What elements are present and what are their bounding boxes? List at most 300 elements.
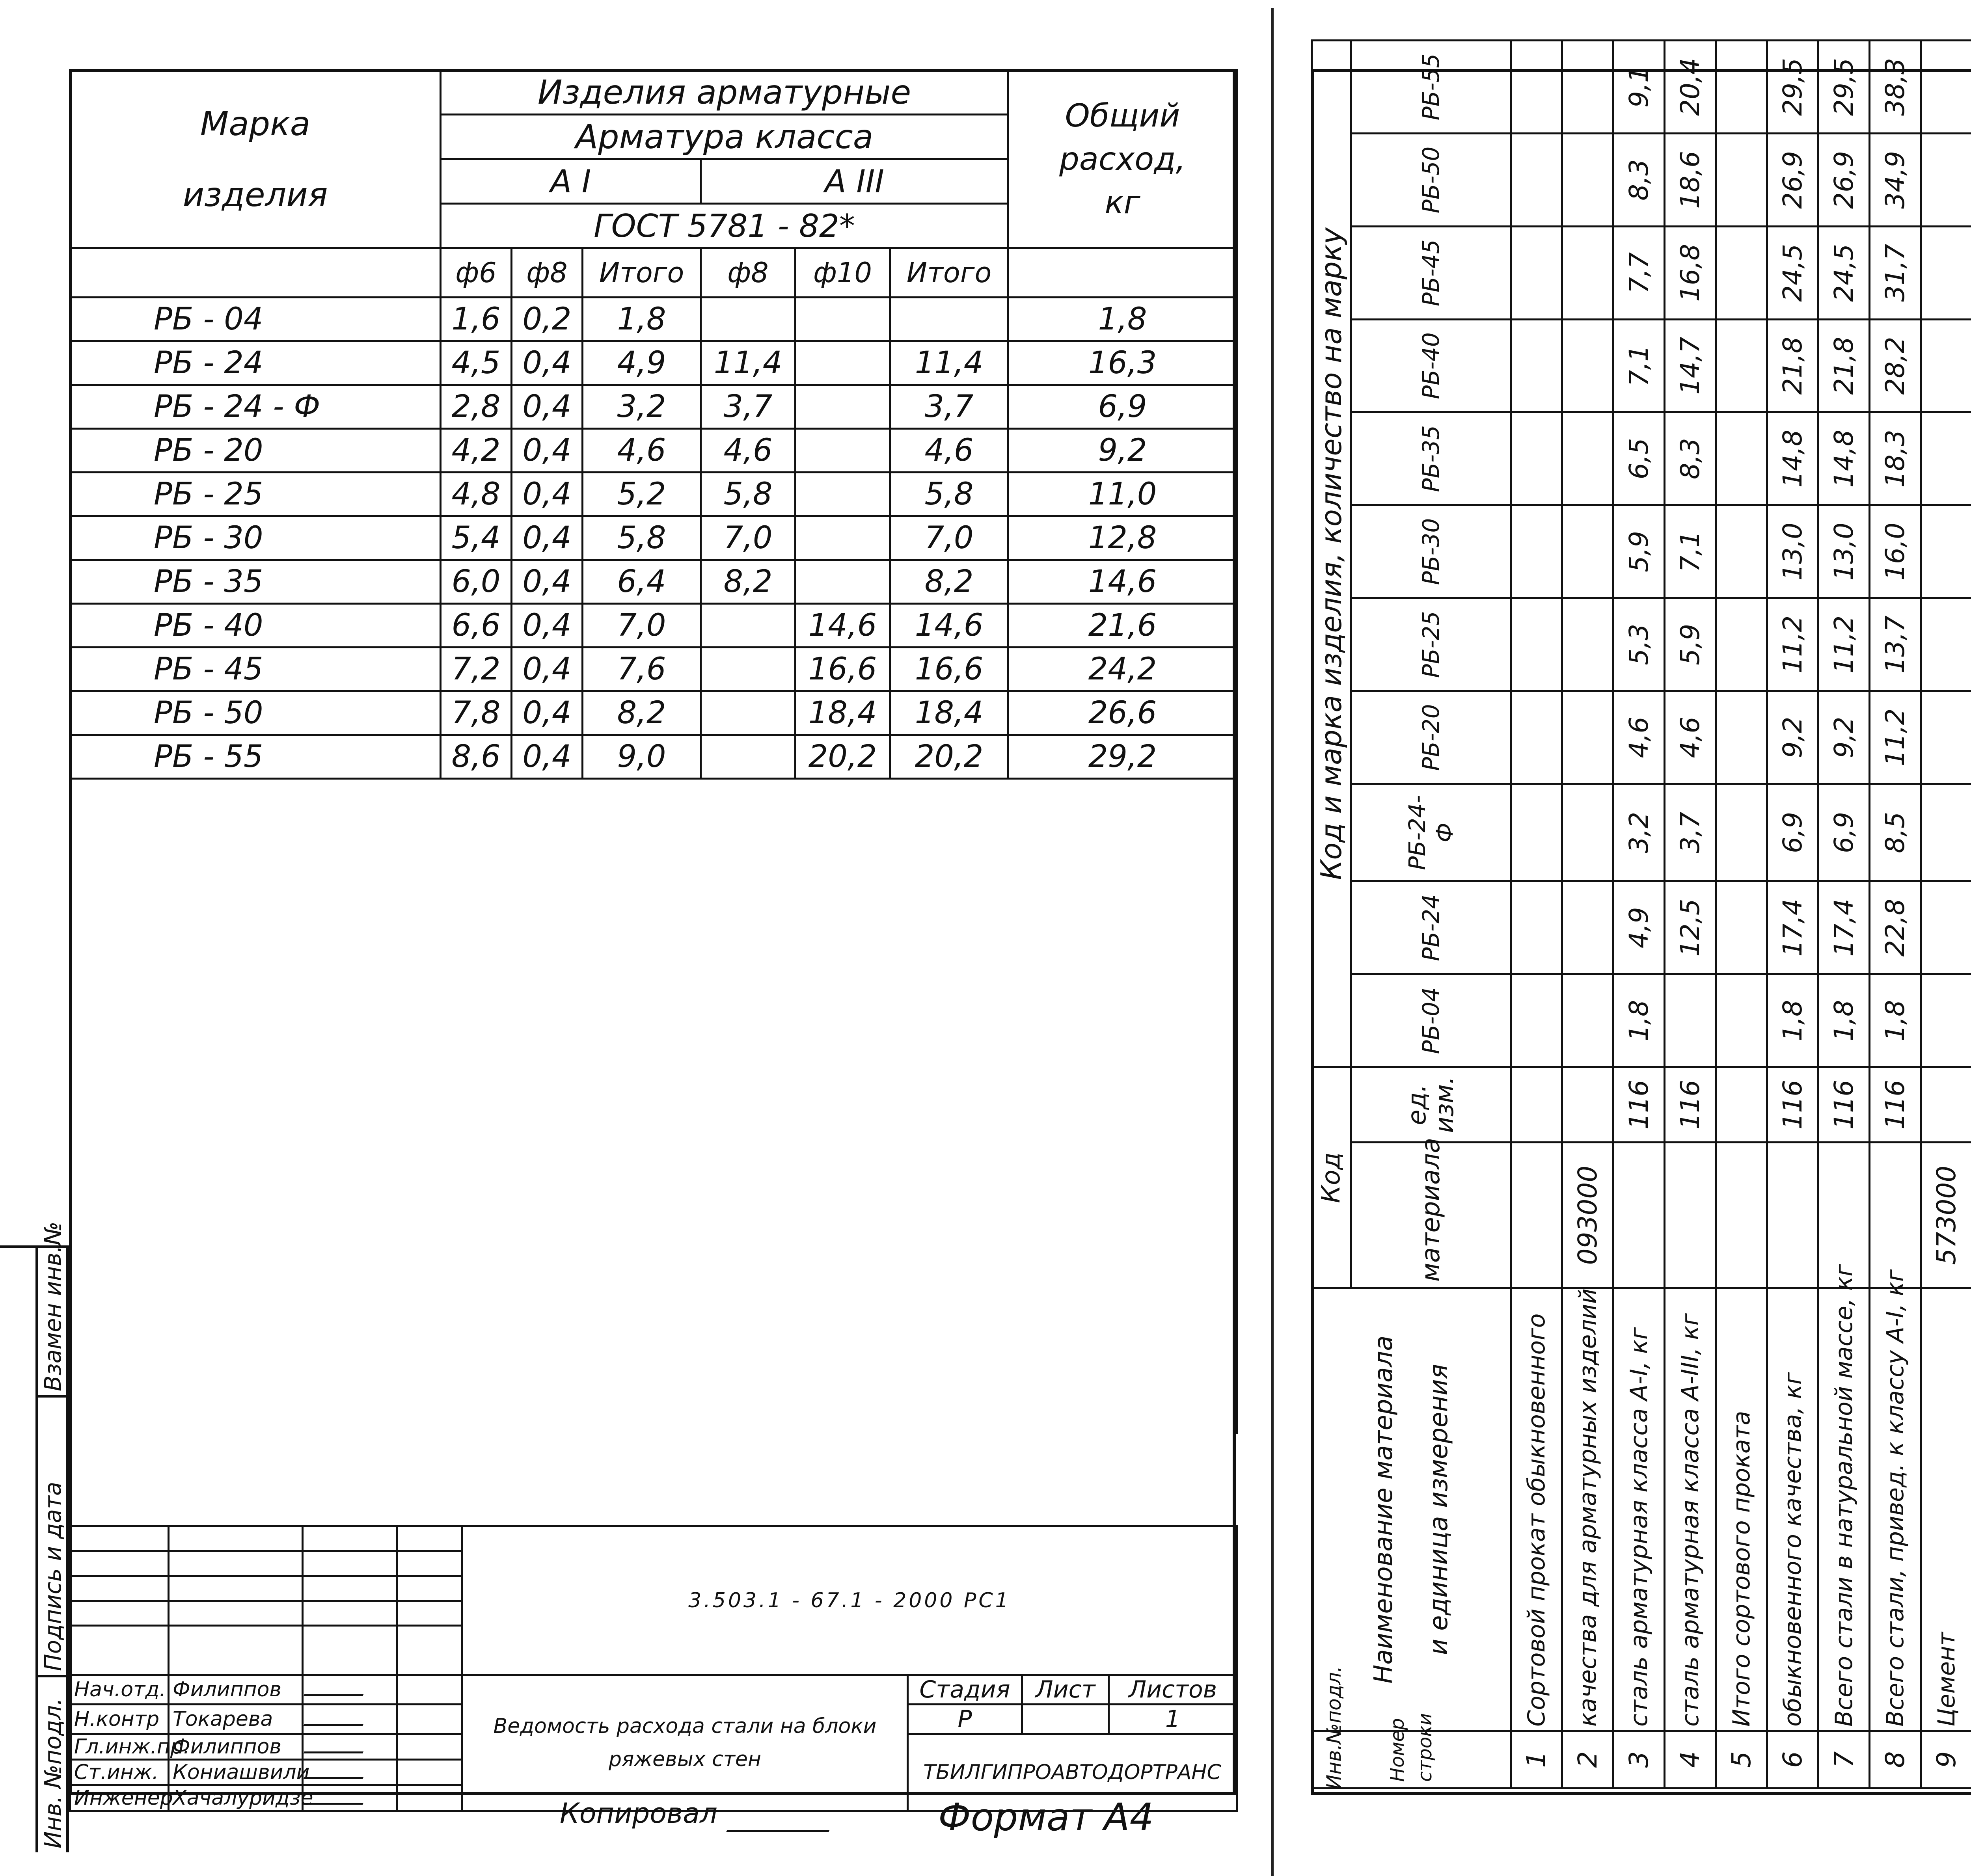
qty-cell <box>1716 691 1767 784</box>
qty-cell: 1,8 <box>1767 974 1818 1067</box>
qty-cell: 7,1 <box>1665 505 1716 598</box>
cell-s1: 5,2 <box>583 473 701 516</box>
cell-total: 6,9 <box>1008 385 1237 429</box>
cell-s1: 7,6 <box>583 648 701 691</box>
cell-total: 29,2 <box>1008 735 1237 779</box>
qty-cell: 4,6 <box>1665 691 1716 784</box>
cell-e8 <box>701 298 795 341</box>
cell-d8: 0,2 <box>512 298 583 341</box>
cell-s1: 3,2 <box>583 385 701 429</box>
qty-cell <box>1921 784 1971 881</box>
qty-cell <box>1562 505 1613 598</box>
cell-d6: 4,5 <box>441 341 512 385</box>
side-sign-date: Подпись и дата <box>39 1481 66 1671</box>
qty-cell <box>1921 881 1971 974</box>
header-mark-0: РБ-04 <box>1351 974 1511 1067</box>
header-mark-8: РБ-45 <box>1351 226 1511 319</box>
cell-e8: 11,4 <box>701 341 795 385</box>
cell-e10: 18,4 <box>795 691 890 735</box>
cell-d8: 0,4 <box>512 648 583 691</box>
qty-cell <box>1562 598 1613 691</box>
person-name: Токарева <box>169 1705 303 1734</box>
cell-e10 <box>795 516 890 560</box>
header-class: Арматура класса <box>441 115 1008 159</box>
qty-cell <box>1921 226 1971 319</box>
materials-sheet-rotated <box>1311 39 1971 1789</box>
material-code: 093000 <box>1562 1142 1613 1288</box>
person-role: Ст.инж. <box>70 1760 169 1785</box>
stamp-sheet_h: Лист <box>1022 1675 1109 1705</box>
cell-e10 <box>795 429 890 473</box>
qty-cell: 18,6 <box>1665 134 1716 227</box>
cell-mark: РБ - 20 <box>70 429 441 473</box>
cell-d8: 0,4 <box>512 516 583 560</box>
qty-cell: 14,8 <box>1767 412 1818 505</box>
cell-d6: 6,0 <box>441 560 512 604</box>
qty-cell: 21,8 <box>1818 319 1870 412</box>
row-number: 1 <box>1511 1731 1562 1789</box>
qty-cell: 4,6 <box>1613 691 1665 784</box>
material-name: Сортовой прокат обыкновенного <box>1511 1288 1562 1731</box>
cell-s1: 6,4 <box>583 560 701 604</box>
table-row <box>1613 41 1665 1789</box>
qty-cell: 3,2 <box>1613 784 1665 881</box>
cell-e10: 14,6 <box>795 604 890 648</box>
qty-cell <box>1511 319 1562 412</box>
person-role: Инженер <box>70 1785 169 1811</box>
cell-mark: РБ - 04 <box>70 298 441 341</box>
qty-cell: 13,7 <box>1870 598 1921 691</box>
cell-d8: 0,4 <box>512 691 583 735</box>
qty-cell <box>1562 974 1613 1067</box>
qty-cell: 17,4 <box>1818 881 1870 974</box>
qty-cell: 7,1 <box>1613 319 1665 412</box>
qty-cell <box>1921 505 1971 598</box>
cell-e8: 3,7 <box>701 385 795 429</box>
header-row-number: Номер строки <box>1312 1731 1511 1789</box>
person-date <box>397 1785 462 1811</box>
cell-s2: 16,6 <box>890 648 1008 691</box>
person-role: Гл.инж.пр. <box>70 1734 169 1760</box>
materials-table <box>1311 39 1971 1789</box>
stamp-stage: Р <box>908 1705 1022 1734</box>
cell-e8 <box>701 648 795 691</box>
qty-cell: 6,5 <box>1613 412 1665 505</box>
qty-cell: 14,7 <box>1665 319 1716 412</box>
qty-cell <box>1716 505 1767 598</box>
cell-mark: РБ - 45 <box>70 648 441 691</box>
qty-cell: 1,8 <box>1613 974 1665 1067</box>
cell-s1: 8,2 <box>583 691 701 735</box>
material-name: Всего стали, привед. к классу A-I, кг <box>1870 1288 1921 1731</box>
cell-d8: 0,4 <box>512 473 583 516</box>
side-replace-inv: Взамен инв.№ <box>39 1221 66 1391</box>
qty-cell: 14,8 <box>1818 412 1870 505</box>
table-row <box>70 516 1237 560</box>
person-signature <box>303 1705 397 1734</box>
cell-mark: РБ - 40 <box>70 604 441 648</box>
material-code <box>1613 1142 1665 1288</box>
cell-s1: 4,9 <box>583 341 701 385</box>
left-format: Формат А4 <box>938 1795 1154 1839</box>
person-role: Нач.отд. <box>70 1675 169 1705</box>
unit-code <box>1921 1067 1971 1142</box>
table-row <box>70 473 1237 516</box>
cell-total: 26,6 <box>1008 691 1237 735</box>
qty-cell: 12,5 <box>1665 881 1716 974</box>
table-row <box>70 560 1237 604</box>
cell-d6: 2,8 <box>441 385 512 429</box>
qty-cell <box>1511 691 1562 784</box>
person-name: Филиппов <box>169 1675 303 1705</box>
qty-cell: 13,0 <box>1767 505 1818 598</box>
qty-cell <box>1716 319 1767 412</box>
table-row <box>1716 41 1767 1789</box>
header-empty <box>70 248 441 298</box>
cell-d6: 8,6 <box>441 735 512 779</box>
cell-total: 11,0 <box>1008 473 1237 516</box>
qty-cell: 34,9 <box>1870 134 1921 227</box>
qty-cell: 8,3 <box>1665 412 1716 505</box>
table-row <box>70 735 1237 779</box>
header-mark-5: РБ-30 <box>1351 505 1511 598</box>
cell-s1: 1,8 <box>583 298 701 341</box>
header-a1: A I <box>441 159 701 204</box>
cell-s1: 5,8 <box>583 516 701 560</box>
cell-d6: 1,6 <box>441 298 512 341</box>
left-side-strip <box>0 1221 69 1852</box>
qty-cell <box>1562 226 1613 319</box>
header-mark-4: РБ-25 <box>1351 598 1511 691</box>
cell-e8: 8,2 <box>701 560 795 604</box>
header-mark-1: РБ-24 <box>1351 881 1511 974</box>
cell-e8 <box>701 735 795 779</box>
header-mark-9: РБ-50 <box>1351 134 1511 227</box>
table-row <box>70 604 1237 648</box>
table-row <box>1818 41 1870 1789</box>
cell-mark: РБ - 24 <box>70 341 441 385</box>
unit-code: 116 <box>1818 1067 1870 1142</box>
stamp-sheet <box>1022 1705 1109 1734</box>
qty-cell <box>1562 319 1613 412</box>
material-name: Итого сортового проката <box>1716 1288 1767 1731</box>
table-row <box>70 648 1237 691</box>
table-row <box>1767 41 1818 1789</box>
right-side-inv: Инв.№подл. <box>1323 1666 1345 1789</box>
table-row <box>70 341 1237 385</box>
material-name: обыкновенного качества, кг <box>1767 1288 1818 1731</box>
cell-d8: 0,4 <box>512 604 583 648</box>
qty-cell <box>1921 598 1971 691</box>
qty-cell: 9,2 <box>1767 691 1818 784</box>
material-name: Всего стали в натуральной массе, кг <box>1818 1288 1870 1731</box>
qty-cell <box>1921 691 1971 784</box>
table-row <box>1665 41 1716 1789</box>
cell-s2 <box>890 298 1008 341</box>
qty-cell <box>1921 41 1971 134</box>
qty-cell <box>1511 226 1562 319</box>
qty-cell: 31,7 <box>1870 226 1921 319</box>
cell-e10: 16,6 <box>795 648 890 691</box>
cell-d6: 4,2 <box>441 429 512 473</box>
person-signature <box>303 1785 397 1811</box>
col-e10: ф10 <box>795 248 890 298</box>
material-name: сталь арматурная класса A-I, кг <box>1613 1288 1665 1731</box>
qty-cell <box>1511 784 1562 881</box>
cell-e10 <box>795 341 890 385</box>
qty-cell: 26,9 <box>1767 134 1818 227</box>
table-row <box>1562 41 1613 1789</box>
qty-cell: 9,2 <box>1818 691 1870 784</box>
qty-cell <box>1562 412 1613 505</box>
copied-by-label: Копировал <box>560 1797 717 1829</box>
qty-cell: 38,3 <box>1870 41 1921 134</box>
cell-d6: 5,4 <box>441 516 512 560</box>
header-mark-7: РБ-40 <box>1351 319 1511 412</box>
cell-e10 <box>795 298 890 341</box>
cell-total: 24,2 <box>1008 648 1237 691</box>
cell-e8: 5,8 <box>701 473 795 516</box>
cell-s2: 3,7 <box>890 385 1008 429</box>
cell-d6: 4,8 <box>441 473 512 516</box>
person-signature <box>303 1675 397 1705</box>
qty-cell <box>1562 784 1613 881</box>
qty-cell: 28,2 <box>1870 319 1921 412</box>
qty-cell <box>1716 41 1767 134</box>
header-a3: A III <box>701 159 1008 204</box>
header-total: Общий расход, кг <box>1008 70 1237 248</box>
header-material-name: Наименование материала и единица измерения <box>1312 1288 1511 1731</box>
qty-cell: 1,8 <box>1818 974 1870 1067</box>
qty-cell: 3,7 <box>1665 784 1716 881</box>
qty-cell: 5,9 <box>1613 505 1665 598</box>
qty-cell: 26,9 <box>1818 134 1870 227</box>
copied-by-signature <box>729 1797 832 1841</box>
qty-cell: 18,3 <box>1870 412 1921 505</box>
material-name: сталь арматурная класса A-III, кг <box>1665 1288 1716 1731</box>
qty-cell: 8,3 <box>1613 134 1665 227</box>
cell-s1: 9,0 <box>583 735 701 779</box>
cell-d8: 0,4 <box>512 560 583 604</box>
material-code <box>1511 1142 1562 1288</box>
header-mark: Марка изделия <box>70 70 441 248</box>
col-e8: ф8 <box>701 248 795 298</box>
unit-code <box>1562 1067 1613 1142</box>
stamp-person-row <box>70 1675 1237 1705</box>
qty-cell: 8,5 <box>1870 784 1921 881</box>
qty-cell <box>1562 41 1613 134</box>
material-name: Цемент <box>1921 1288 1971 1731</box>
qty-cell: 22,8 <box>1870 881 1921 974</box>
qty-cell <box>1716 974 1767 1067</box>
cell-e8 <box>701 691 795 735</box>
table-row <box>70 298 1237 341</box>
qty-cell: 24,5 <box>1818 226 1870 319</box>
cell-mark: РБ - 55 <box>70 735 441 779</box>
qty-cell <box>1511 598 1562 691</box>
qty-cell: 5,3 <box>1613 598 1665 691</box>
stamp-stage_h: Стадия <box>908 1675 1022 1705</box>
left-doc-title: Ведомость расхода стали на блоки ряжевых стен <box>462 1675 908 1811</box>
qty-cell: 6,9 <box>1818 784 1870 881</box>
table-row <box>1870 41 1921 1789</box>
unit-code <box>1511 1067 1562 1142</box>
cell-d8: 0,4 <box>512 735 583 779</box>
cell-e10 <box>795 385 890 429</box>
header-marks-group: Код и марка изделия, количество на марку <box>1312 41 1351 1067</box>
material-name: качества для арматурных изделий <box>1562 1288 1613 1731</box>
qty-cell <box>1921 974 1971 1067</box>
cell-total: 12,8 <box>1008 516 1237 560</box>
material-code <box>1767 1142 1818 1288</box>
cell-s2: 14,6 <box>890 604 1008 648</box>
qty-cell: 9,1 <box>1613 41 1665 134</box>
cell-s2: 18,4 <box>890 691 1008 735</box>
col-sum1: Итого <box>583 248 701 298</box>
qty-cell: 24,5 <box>1767 226 1818 319</box>
person-name: Филиппов <box>169 1734 303 1760</box>
left-title-block <box>69 1525 1238 1812</box>
qty-cell <box>1562 881 1613 974</box>
header-code: Код <box>1312 1067 1351 1288</box>
cell-s2: 4,6 <box>890 429 1008 473</box>
qty-cell: 21,8 <box>1767 319 1818 412</box>
qty-cell: 1,8 <box>1870 974 1921 1067</box>
cell-d6: 7,2 <box>441 648 512 691</box>
cell-s2: 11,4 <box>890 341 1008 385</box>
qty-cell <box>1921 319 1971 412</box>
cell-total: 21,6 <box>1008 604 1237 648</box>
qty-cell <box>1716 598 1767 691</box>
qty-cell <box>1511 412 1562 505</box>
cell-d6: 7,8 <box>441 691 512 735</box>
qty-cell <box>1716 881 1767 974</box>
person-name: Хачалуридзе <box>169 1785 303 1811</box>
steel-consumption-table <box>69 69 1238 1434</box>
cell-s2: 8,2 <box>890 560 1008 604</box>
row-number: 9 <box>1921 1731 1971 1789</box>
material-code <box>1665 1142 1716 1288</box>
side-inv-no: Инв. №подл. <box>39 1698 66 1848</box>
header-empty <box>1008 248 1237 298</box>
cell-total: 9,2 <box>1008 429 1237 473</box>
row-number: 5 <box>1716 1731 1767 1789</box>
unit-code <box>1716 1067 1767 1142</box>
cell-s1: 7,0 <box>583 604 701 648</box>
unit-code: 116 <box>1870 1067 1921 1142</box>
cell-d8: 0,4 <box>512 429 583 473</box>
row-number: 3 <box>1613 1731 1665 1789</box>
qty-cell: 29,5 <box>1818 41 1870 134</box>
qty-cell: 11,2 <box>1818 598 1870 691</box>
cell-total: 16,3 <box>1008 341 1237 385</box>
row-number: 4 <box>1665 1731 1716 1789</box>
table-row <box>70 429 1237 473</box>
col-d8: ф8 <box>512 248 583 298</box>
table-empty-area <box>70 779 1237 1434</box>
cell-mark: РБ - 25 <box>70 473 441 516</box>
table-row <box>70 385 1237 429</box>
qty-cell <box>1562 691 1613 784</box>
qty-cell <box>1665 974 1716 1067</box>
cell-mark: РБ - 35 <box>70 560 441 604</box>
cell-e8: 7,0 <box>701 516 795 560</box>
qty-cell <box>1511 505 1562 598</box>
qty-cell: 17,4 <box>1767 881 1818 974</box>
qty-cell: 11,2 <box>1870 691 1921 784</box>
qty-cell <box>1716 134 1767 227</box>
header-mark-10: РБ-55 <box>1351 41 1511 134</box>
header-code-material: материала <box>1351 1142 1511 1288</box>
cell-total: 1,8 <box>1008 298 1237 341</box>
cell-d6: 6,6 <box>441 604 512 648</box>
table-row <box>1921 41 1971 1789</box>
person-signature <box>303 1734 397 1760</box>
unit-code: 116 <box>1613 1067 1665 1142</box>
header-gost: ГОСТ 5781 - 82* <box>441 204 1008 248</box>
table-row <box>1511 41 1562 1789</box>
left-doc-code: 3.503.1 - 67.1 - 2000 РС1 <box>462 1526 1237 1675</box>
person-date <box>397 1675 462 1705</box>
material-code <box>1870 1142 1921 1288</box>
row-number: 7 <box>1818 1731 1870 1789</box>
qty-cell <box>1511 974 1562 1067</box>
stamp-sheets: 1 <box>1109 1705 1237 1734</box>
header-code-unit: ед. изм. <box>1351 1067 1511 1142</box>
cell-s2: 7,0 <box>890 516 1008 560</box>
cell-s1: 4,6 <box>583 429 701 473</box>
material-code <box>1716 1142 1767 1288</box>
cell-d8: 0,4 <box>512 385 583 429</box>
qty-cell: 29,5 <box>1767 41 1818 134</box>
stamp-sheets_h: Листов <box>1109 1675 1237 1705</box>
header-group: Изделия арматурные <box>441 70 1008 115</box>
header-mark-6: РБ-35 <box>1351 412 1511 505</box>
cell-mark: РБ - 30 <box>70 516 441 560</box>
row-number: 8 <box>1870 1731 1921 1789</box>
person-date <box>397 1705 462 1734</box>
qty-cell <box>1716 226 1767 319</box>
person-name: Кониашвили <box>169 1760 303 1785</box>
unit-code: 116 <box>1665 1067 1716 1142</box>
qty-cell: 6,9 <box>1767 784 1818 881</box>
qty-cell: 4,9 <box>1613 881 1665 974</box>
cell-s2: 5,8 <box>890 473 1008 516</box>
qty-cell: 11,2 <box>1767 598 1818 691</box>
qty-cell: 16,8 <box>1665 226 1716 319</box>
cell-e10: 20,2 <box>795 735 890 779</box>
left-org: ТБИЛГИПРОАВТОДОРТРАНС <box>908 1734 1237 1811</box>
cell-s2: 20,2 <box>890 735 1008 779</box>
qty-cell <box>1921 412 1971 505</box>
qty-cell <box>1921 134 1971 227</box>
cell-e10 <box>795 473 890 516</box>
header-mark-2: РБ-24-Ф <box>1351 784 1511 881</box>
person-signature <box>303 1760 397 1785</box>
cell-mark: РБ - 50 <box>70 691 441 735</box>
row-number: 6 <box>1767 1731 1818 1789</box>
cell-e10 <box>795 560 890 604</box>
qty-cell: 5,9 <box>1665 598 1716 691</box>
qty-cell <box>1511 41 1562 134</box>
unit-code: 116 <box>1767 1067 1818 1142</box>
person-role: Н.контр <box>70 1705 169 1734</box>
qty-cell <box>1716 412 1767 505</box>
qty-cell <box>1562 134 1613 227</box>
col-d6: ф6 <box>441 248 512 298</box>
cell-e8 <box>701 604 795 648</box>
qty-cell: 16,0 <box>1870 505 1921 598</box>
